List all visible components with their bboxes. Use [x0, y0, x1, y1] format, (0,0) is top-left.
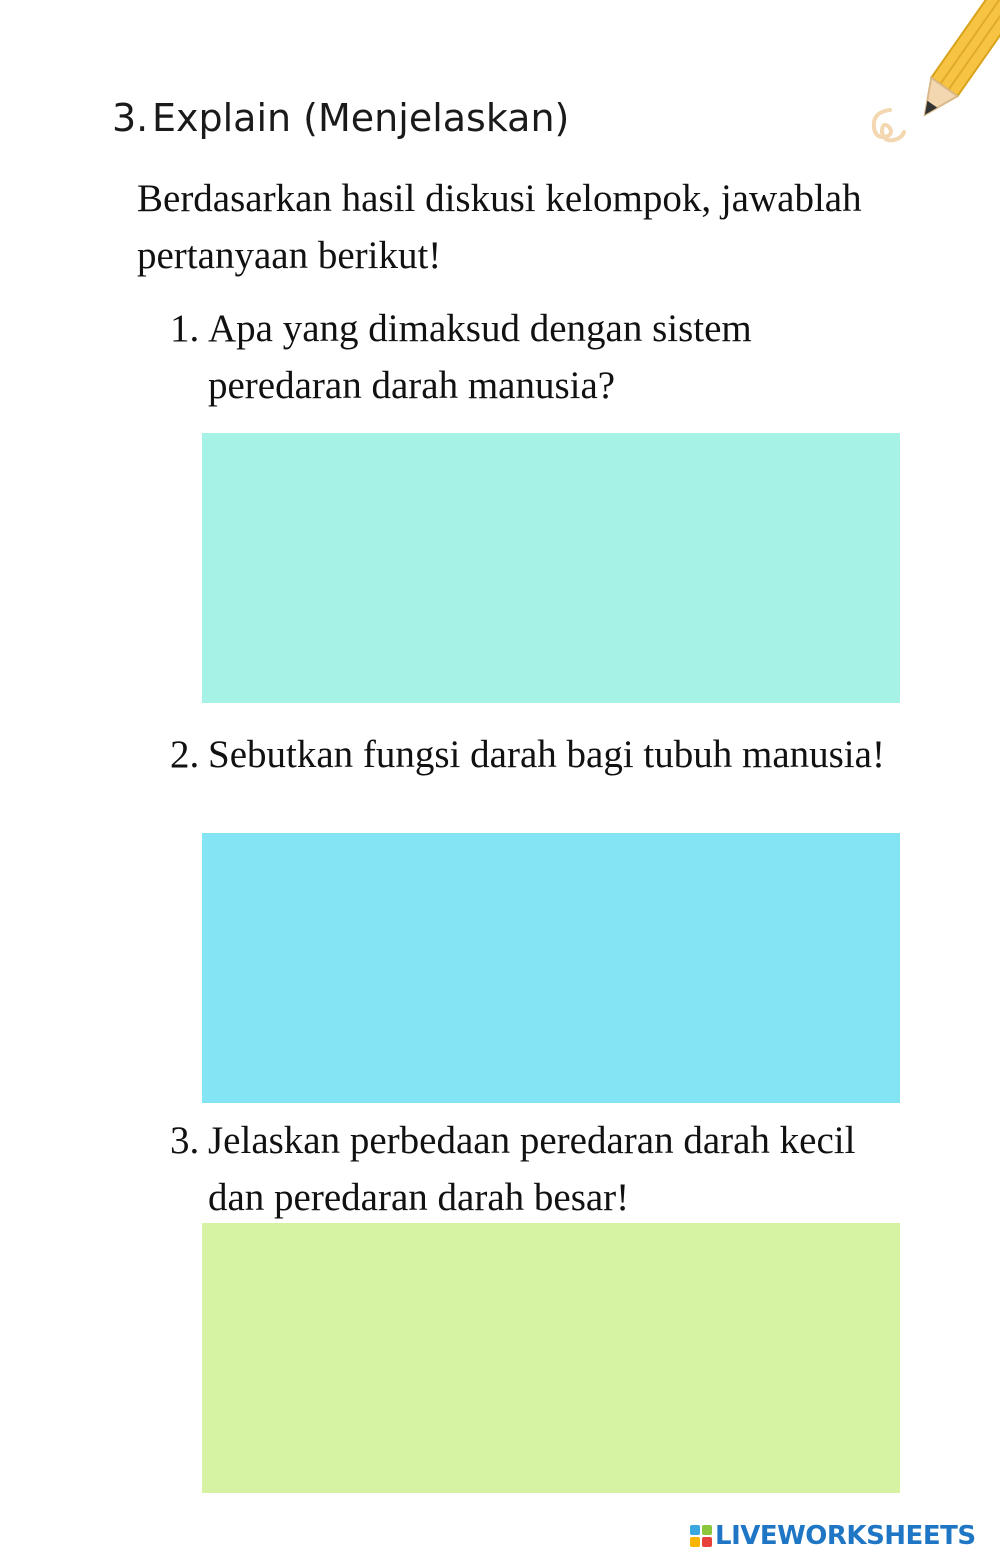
logo-square	[702, 1525, 712, 1535]
liveworksheets-brand	[690, 1521, 976, 1551]
scribble-decoration	[874, 110, 904, 140]
section-title-text: Explain (Menjelaskan)	[152, 96, 570, 140]
answer-input-2[interactable]	[202, 833, 900, 1103]
liveworksheets-logo-icon	[690, 1525, 712, 1547]
question-text: Jelaskan perbedaan peredaran darah kecil dan peredaran darah besar!	[208, 1119, 856, 1219]
logo-square	[702, 1537, 712, 1547]
question-2	[170, 726, 910, 783]
question-3	[170, 1112, 910, 1226]
logo-square	[690, 1537, 700, 1547]
logo-square	[690, 1525, 700, 1535]
question-number: 2.	[170, 733, 200, 776]
section-title	[112, 96, 569, 142]
pencil-icon	[860, 0, 1000, 160]
question-number: 3.	[170, 1119, 200, 1162]
section-number: 3.	[112, 96, 149, 140]
brand-text: LIVEWORKSHEETS	[715, 1521, 976, 1551]
intro-instruction: Berdasarkan hasil diskusi kelompok, jawablah pertanyaan berikut!	[137, 177, 862, 277]
question-number: 1.	[170, 307, 200, 350]
question-1	[170, 300, 910, 414]
answer-input-1[interactable]	[202, 433, 900, 703]
question-text: Sebutkan fungsi darah bagi tubuh manusia!	[208, 733, 885, 776]
answer-input-3[interactable]	[202, 1223, 900, 1493]
question-text: Apa yang dimaksud dengan sistem peredaran darah manusia?	[208, 307, 752, 407]
